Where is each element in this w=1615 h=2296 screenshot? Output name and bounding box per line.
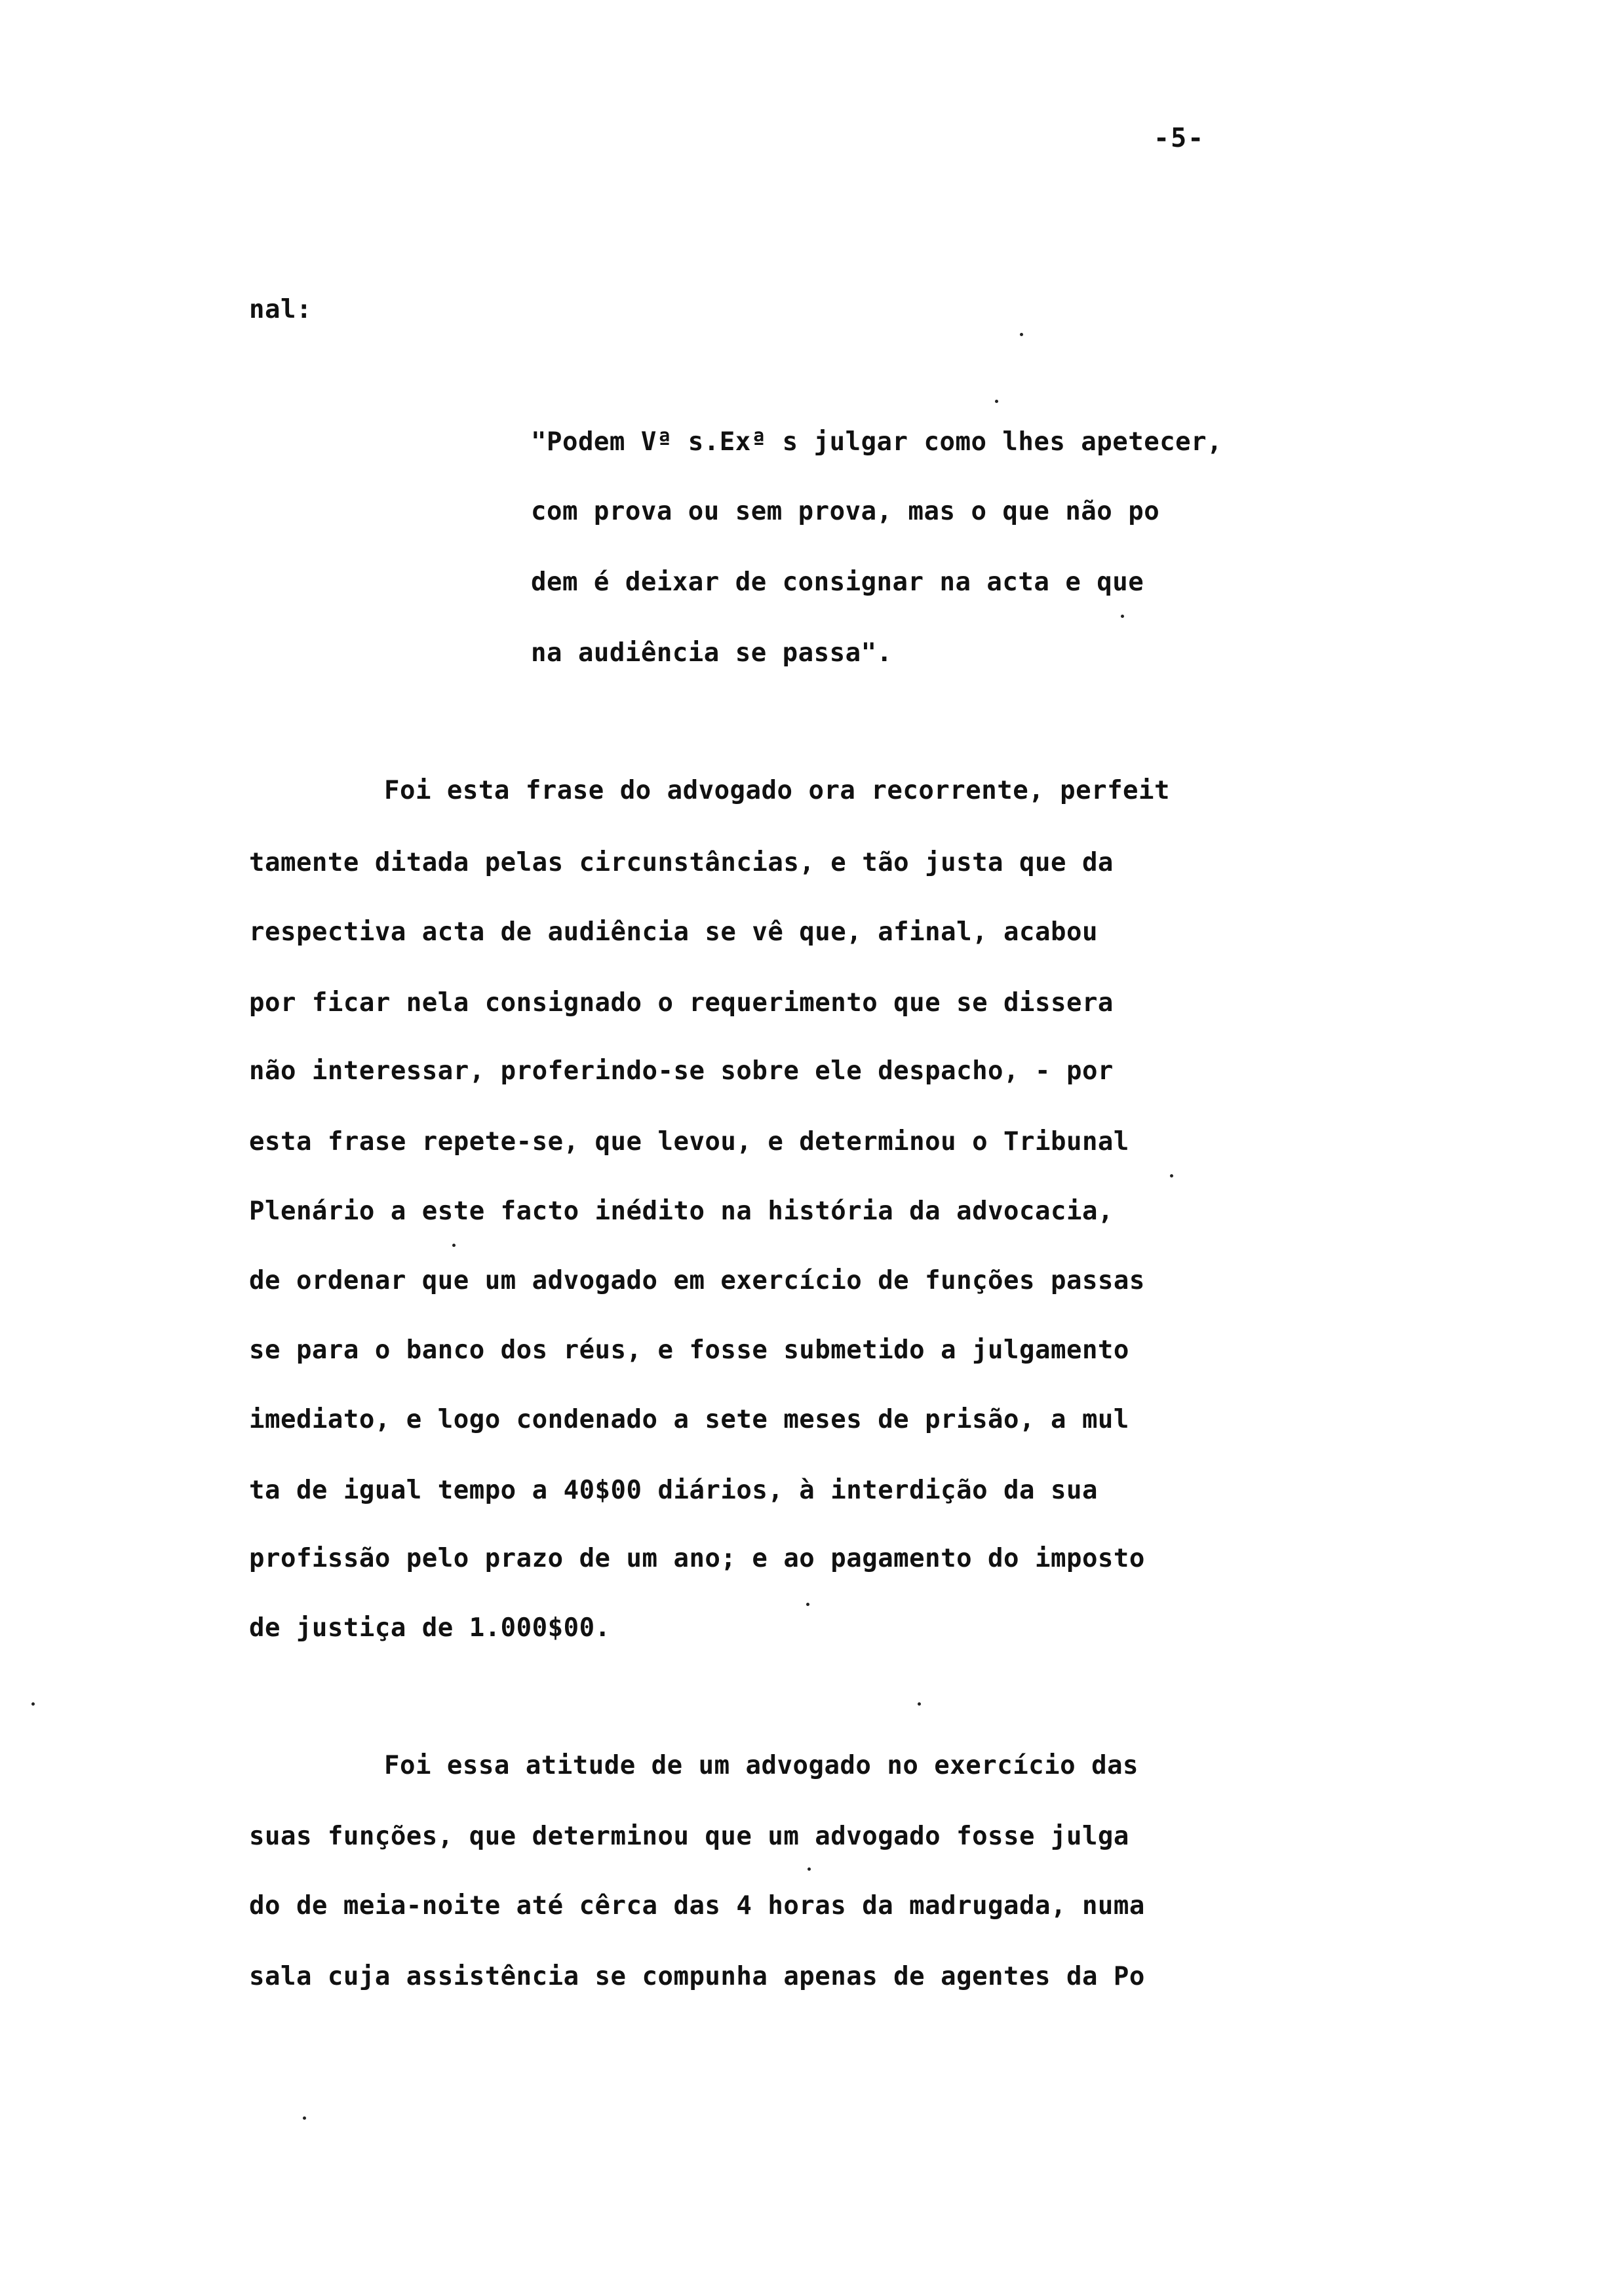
quote-line: na audiência se passa". [531,638,893,668]
paragraph-line: do de meia-noite até cêrca das 4 horas da madrugada, numa [249,1891,1145,1921]
paragraph-line: suas funções, que determinou que um advogado fosse julga [249,1822,1129,1851]
intro-text: nal: [249,295,312,324]
paragraph-line: Foi essa atitude de um advogado no exercício das [384,1751,1139,1780]
scan-speck [452,1244,456,1247]
scan-speck [995,400,998,403]
quote-line: "Podem Vª s.Exª s julgar como lhes apetecer, [531,427,1223,457]
paragraph-line: se para o banco dos réus, e fosse submetido a julgamento [249,1335,1129,1365]
page-number: -5- [1154,123,1205,153]
quote-line: com prova ou sem prova, mas o que não po [531,497,1160,526]
scan-speck [31,1702,35,1706]
paragraph-line: de ordenar que um advogado em exercício de funções passas [249,1266,1145,1295]
paragraph-line: imediato, e logo condenado a sete meses de prisão, a mul [249,1405,1129,1434]
paragraph-line: por ficar nela consignado o requerimento que se dissera [249,988,1114,1018]
paragraph-line: de justiça de 1.000$00. [249,1613,611,1643]
paragraph-line: respectiva acta de audiência se vê que, afinal, acabou [249,917,1098,947]
paragraph-line: esta frase repete-se, que levou, e determinou o Tribunal [249,1127,1129,1157]
scan-speck [1020,333,1023,336]
scan-speck [303,2116,306,2120]
paragraph-line: sala cuja assistência se compunha apenas de agentes da Po [249,1962,1145,1991]
quote-line: dem é deixar de consignar na acta e que [531,567,1144,597]
scan-speck [806,1603,809,1606]
paragraph-line: ta de igual tempo a 40$00 diários, à interdição da sua [249,1476,1098,1505]
scan-speck [918,1702,921,1706]
paragraph-line: não interessar, proferindo-se sobre ele despacho, - por [249,1056,1114,1086]
scan-speck [1170,1174,1173,1177]
paragraph-line: tamente ditada pelas circunstâncias, e tão justa que da [249,848,1114,877]
paragraph-line: Foi esta frase do advogado ora recorrente, perfeit [384,776,1170,805]
paragraph-line: profissão pelo prazo de um ano; e ao pagamento do imposto [249,1544,1145,1573]
paragraph-line: Plenário a este facto inédito na história da advocacia, [249,1196,1114,1226]
scan-speck [1121,615,1124,618]
scan-speck [808,1867,811,1871]
